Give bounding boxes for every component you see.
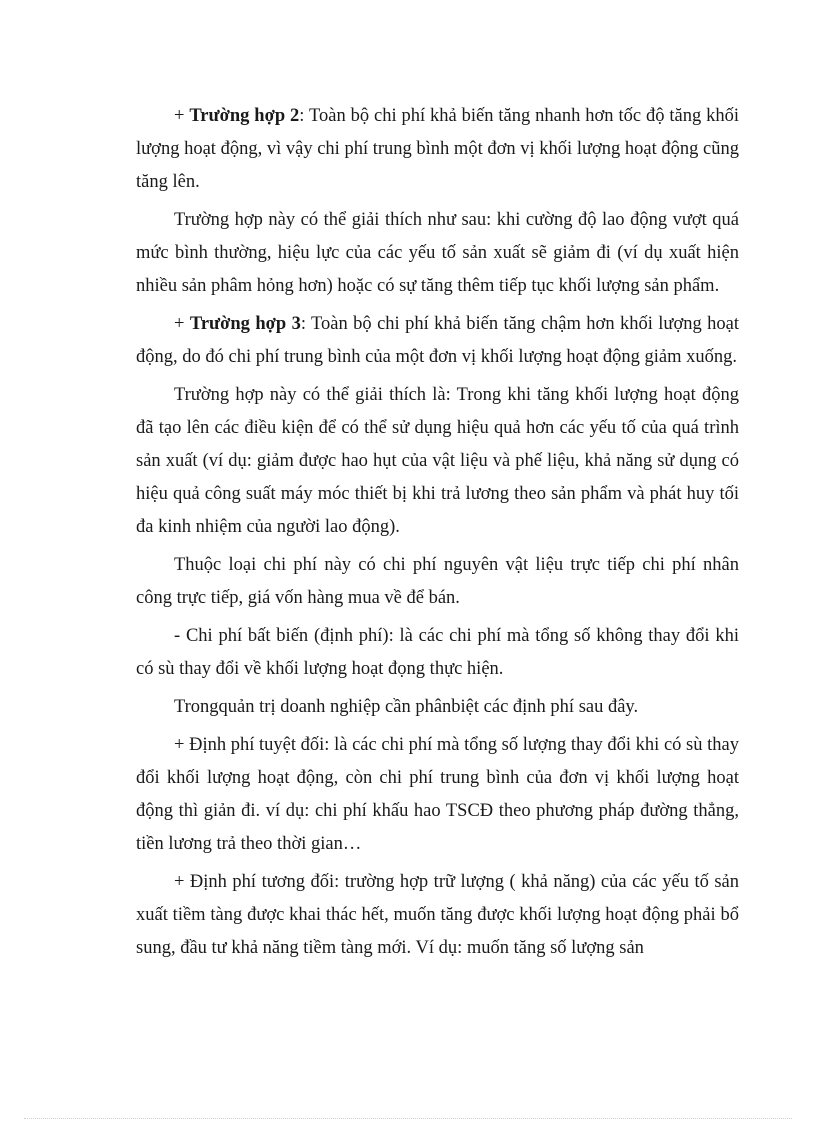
- paragraph-text: + Định phí tuyệt đối: là các chi phí mà tổng số lượng thay đổi khi có sù thay đổi khối lượng hoạt động, còn chi phí trung bình của đơn vị khối lượng hoạt động thì giản đi. ví dụ: chi phí khấu hao TSCĐ theo phương pháp đường thẳng, tiền lương trả theo thời gian…: [136, 735, 739, 854]
- paragraph-text: : Toàn bộ chi phí khả biến tăng chậm hơn khối lượng hoạt động, do đó chi phí trung bình của một đơn vị khối lượng hoạt động giảm xuống.: [136, 314, 740, 367]
- page-bottom-divider: [24, 1118, 792, 1119]
- paragraph-case-2: [136, 100, 739, 199]
- paragraph-text: + Định phí tương đối: trường hợp trữ lượng ( khả năng) của các yếu tố sản xuất tiềm tàng được khai thác hết, muốn tăng được khối lượng hoạt động phải bổ sung, đầu tư khả năng tiềm tàng mới. Ví dụ: muốn tăng số lượng sản: [136, 872, 739, 958]
- case-heading: Trường hợp 2: [189, 106, 300, 126]
- paragraph-text: Trường hợp này có thể giải thích là: Trong khi tăng khối lượng hoạt động đã tạo lên các điều kiện để có thể sử dụng hiệu quả hơn các yếu tố của quá trình sản xuất (ví dụ: giảm được hao hụt của vật liệu và phế liệu, khả năng sử dụng có hiệu quả công suất máy móc thiết bị khi trả lương theo sản phẩm và phát huy tối đa kinh nhiệm của người lao động).: [136, 385, 739, 537]
- paragraph-case-3: [136, 308, 739, 374]
- paragraph-text: Trường hợp này có thể giải thích như sau: khi cường độ lao động vượt quá mức bình thường, hiệu lực của các yếu tố sản xuất sẽ giảm đi (ví dụ xuất hiện nhiều sản phâm hỏng hơn) hoặc có sự tăng thêm tiếp tục khối lượng sản phẩm.: [136, 210, 739, 296]
- document-body: [136, 100, 739, 970]
- case-heading: Trường hợp 3: [189, 314, 301, 334]
- paragraph-cost-types: [136, 549, 739, 615]
- paragraph-case-2-explanation: [136, 204, 739, 303]
- paragraph-text: Thuộc loại chi phí này có chi phí nguyên vật liệu trực tiếp chi phí nhân công trực tiếp, giá vốn hàng mua về để bán.: [136, 555, 739, 608]
- paragraph-lead: +: [174, 106, 190, 126]
- paragraph-text: Trongquản trị doanh nghiệp cần phânbiệt các định phí sau đây.: [174, 697, 639, 717]
- paragraph-management-note: [136, 691, 739, 724]
- paragraph-text: - Chi phí bất biến (định phí): là các chi phí mà tổng số không thay đổi khi có sù thay đổi về khối lượng hoạt đọng thực hiện.: [136, 626, 739, 679]
- paragraph-fixed-cost-definition: [136, 620, 739, 686]
- paragraph-case-3-explanation: [136, 379, 739, 544]
- paragraph-absolute-fixed-cost: [136, 729, 739, 861]
- paragraph-text: : Toàn bộ chi phí khả biến tăng nhanh hơn tốc độ tăng khối lượng hoạt động, vì vậy chi phí trung bình một đơn vị khối lượng hoạt động cũng tăng lên.: [136, 106, 739, 192]
- paragraph-lead: +: [174, 314, 190, 334]
- paragraph-relative-fixed-cost: [136, 866, 739, 965]
